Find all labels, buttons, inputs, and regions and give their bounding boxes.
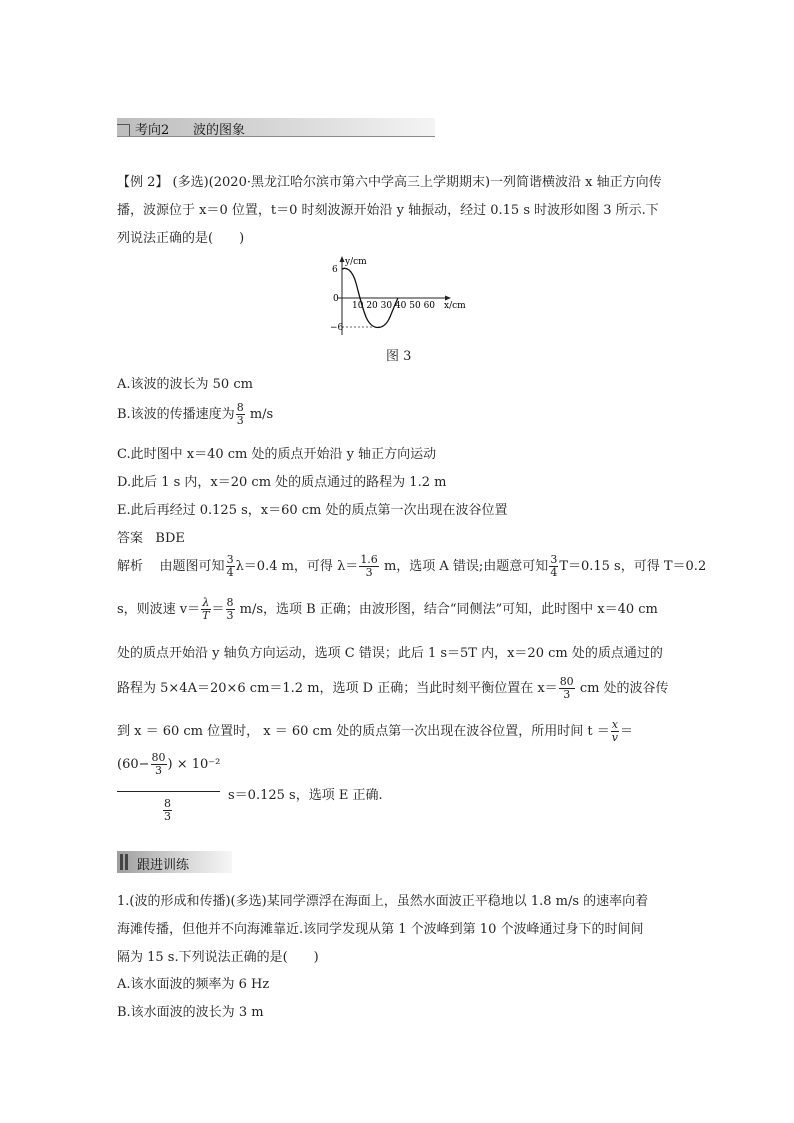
y-axis-label: y/cm [345, 257, 367, 267]
fraction [163, 798, 172, 823]
analysis-text: 由题图可知 [159, 559, 225, 574]
y-tick-top: 6 [332, 265, 338, 275]
frac-num: x [611, 718, 618, 731]
q1-option-b: B.该水面波的波长为 3 m [117, 1005, 264, 1020]
fraction [549, 554, 558, 579]
option-b-prefix: B.该波的传播速度为 [117, 407, 235, 422]
analysis-text: 到 x ＝ 60 cm 位置时， x ＝ 60 cm 处的质点第一次出现在波谷位置，所用时间 t ＝ [117, 724, 610, 739]
option-b-suffix: m/s [245, 407, 274, 422]
frac-num: 1.6 [360, 553, 378, 566]
option-d: D.此后 1 s 内，x＝20 cm 处的质点通过的路程为 1.2 m [117, 475, 447, 490]
option-b-fraction [236, 402, 245, 427]
frac-den: 3 [563, 688, 571, 701]
option-b-den: 3 [236, 414, 244, 427]
fraction [611, 719, 619, 744]
time-formula-bar [117, 791, 220, 792]
analysis-label: 解析 [117, 559, 144, 574]
section-title: 波的图象 [193, 123, 246, 138]
q1-option-a: A.该水面波的频率为 6 Hz [117, 977, 270, 992]
fraction [359, 554, 379, 579]
frac-den: 3 [365, 566, 373, 579]
frac-num: 3 [226, 553, 234, 566]
answer-label: 答案 [117, 531, 144, 546]
analysis-text: ＝ [211, 602, 225, 617]
analysis-line-3: 处的质点开始沿 y 轴负方向运动，选项 C 错误；此后 1 s＝5T 内，x＝20 cm 处的质点通过的 [117, 646, 663, 661]
analysis-line-1 [117, 554, 706, 579]
q1-line-1: 1.(波的形成和传播)(多选)某同学漂浮在海面上，虽然水面波正平稳地以 1.8 m/s 的速率向着 [117, 894, 649, 909]
frac-den: 3 [226, 609, 234, 622]
option-b-num: 8 [236, 401, 244, 414]
frac-num: 8 [226, 596, 234, 609]
x-axis-arrow [445, 296, 451, 301]
frac-num: 8 [164, 797, 171, 810]
y-tick-zero: 0 [333, 294, 339, 304]
q1-line-3: 隔为 15 s.下列说法正确的是( ) [117, 950, 319, 965]
analysis-text: s，则波速 v＝ [117, 602, 201, 617]
wave-figure [320, 255, 480, 337]
analysis-text: T＝0.15 s，可得 T＝0.2 [559, 559, 707, 574]
frac-den: 3 [155, 764, 163, 777]
x-tick-labels: 10 20 30 40 50 60 [352, 301, 436, 311]
frac-den: T [202, 609, 210, 622]
analysis-text: ) × 10⁻² [167, 757, 221, 772]
y-tick-bottom: −6 [330, 323, 344, 333]
time-formula-denominator [162, 798, 173, 823]
time-formula-result: s＝0.125 s，选项 E 正确. [228, 788, 383, 803]
fraction [151, 752, 167, 777]
answer-value: BDE [155, 531, 185, 546]
frac-den: 4 [226, 566, 234, 579]
figure-caption: 图 3 [386, 349, 412, 364]
option-b [117, 402, 273, 427]
q1-line-2: 海滩传播，但他并不向海滩靠近.该同学发现从第 1 个波峰到第 10 个波峰通过身下的时间间 [117, 922, 644, 937]
analysis-line-5 [117, 719, 633, 744]
frac-num: 80 [559, 675, 574, 688]
option-e: E.此后再经过 0.125 s，x＝60 cm 处的质点第一次出现在波谷位置 [117, 503, 508, 518]
option-c: C.此时图中 x＝40 cm 处的质点开始沿 y 轴正方向运动 [117, 447, 437, 462]
frac-num: 3 [550, 553, 558, 566]
analysis-text: m，选项 A 错误;由题意可知 [379, 559, 549, 574]
example-line-3: 列说法正确的是( ) [117, 231, 245, 246]
y-axis-arrow [340, 256, 345, 262]
frac-den: 3 [164, 810, 171, 823]
practice-header [117, 851, 232, 873]
analysis-text: λ＝0.4 m，可得 λ＝ [235, 559, 359, 574]
example-line-1: 【例 2】 (多选)(2020·黑龙江哈尔滨市第六中学高三上学期期末)一列简谐横波沿 x 轴正方向传 [117, 175, 662, 190]
time-formula-numerator [117, 752, 220, 777]
frac-num: 80 [151, 751, 166, 764]
section-header-tick [117, 124, 129, 125]
analysis-text: (60− [117, 757, 150, 772]
practice-title: 跟进训练 [137, 858, 190, 873]
fraction [559, 676, 575, 701]
fraction [226, 554, 235, 579]
x-axis-label: x/cm [444, 301, 466, 311]
option-a: A.该波的波长为 50 cm [117, 377, 253, 392]
analysis-text: 路程为 5×4A＝20×6 cm＝1.2 m，选项 D 正确；当此时刻平衡位置在 x＝ [117, 681, 558, 696]
example-line-2: 播，波源位于 x＝0 位置，t＝0 时刻波源开始沿 y 轴振动，经过 0.15 s 时波形如图 3 所示.下 [117, 203, 659, 218]
answer-line [117, 527, 185, 546]
analysis-line-4 [117, 676, 669, 701]
analysis-text: m/s，选项 B 正确；由波形图，结合“同侧法”可知，此时图中 x＝40 cm [235, 602, 658, 617]
section-header [117, 118, 435, 140]
fraction [226, 597, 235, 622]
section-tag: 考向2 [135, 123, 170, 138]
analysis-text: cm 处的波谷传 [575, 681, 669, 696]
section-header-vtick [129, 124, 130, 136]
practice-header-stripe [125, 854, 128, 870]
practice-header-stripe [120, 854, 123, 870]
frac-num: λ [202, 596, 210, 609]
frac-den: 4 [550, 566, 558, 579]
analysis-line-2 [117, 597, 658, 622]
fraction [201, 597, 210, 622]
frac-den: v [611, 731, 618, 744]
analysis-text: ＝ [620, 724, 634, 739]
